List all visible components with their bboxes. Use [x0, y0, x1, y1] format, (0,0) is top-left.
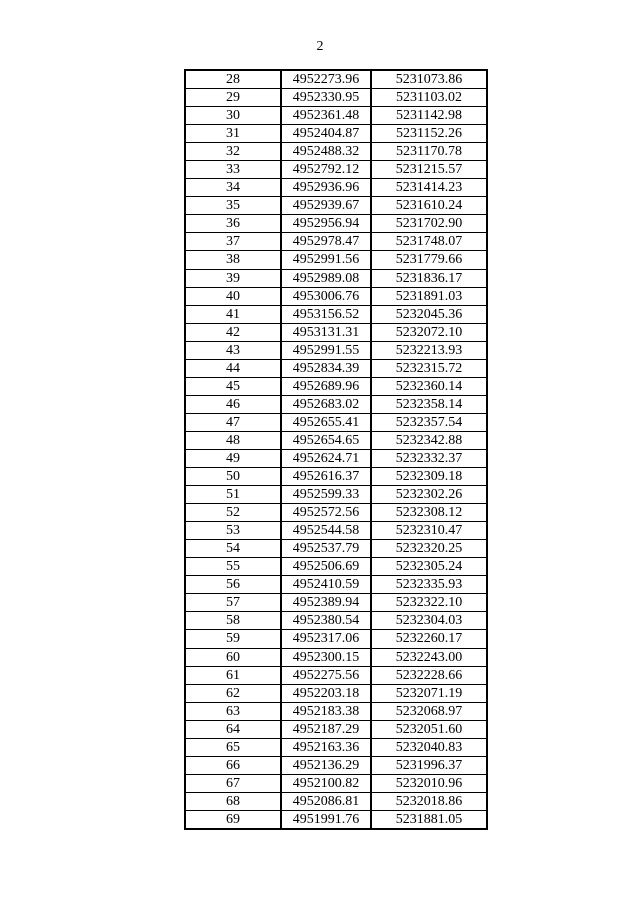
table-row: [185, 630, 487, 648]
point-number-cell: 39: [185, 269, 281, 287]
x-coordinate-cell: 4952380.54: [281, 612, 371, 630]
point-number-cell: 48: [185, 431, 281, 449]
y-coordinate-cell: 5232071.19: [371, 684, 487, 702]
y-coordinate-cell: 5231414.23: [371, 179, 487, 197]
table-row: [185, 197, 487, 215]
table-row: [185, 684, 487, 702]
table-row: [185, 341, 487, 359]
table-row: [185, 468, 487, 486]
table-row: [185, 377, 487, 395]
y-coordinate-cell: 5232358.14: [371, 395, 487, 413]
table-row: [185, 179, 487, 197]
table-row: [185, 125, 487, 143]
point-number-cell: 64: [185, 720, 281, 738]
point-number-cell: 65: [185, 738, 281, 756]
x-coordinate-cell: 4952086.81: [281, 792, 371, 810]
table-row: [185, 359, 487, 377]
table-row: [185, 215, 487, 233]
table-row: [185, 648, 487, 666]
table-row: [185, 287, 487, 305]
x-coordinate-cell: 4952203.18: [281, 684, 371, 702]
y-coordinate-cell: 5231215.57: [371, 161, 487, 179]
x-coordinate-cell: 4952404.87: [281, 125, 371, 143]
x-coordinate-cell: 4952275.56: [281, 666, 371, 684]
x-coordinate-cell: 4952183.38: [281, 702, 371, 720]
x-coordinate-cell: 4952572.56: [281, 504, 371, 522]
point-number-cell: 47: [185, 413, 281, 431]
x-coordinate-cell: 4952991.56: [281, 251, 371, 269]
point-number-cell: 37: [185, 233, 281, 251]
point-number-cell: 33: [185, 161, 281, 179]
table-row: [185, 540, 487, 558]
x-coordinate-cell: 4953006.76: [281, 287, 371, 305]
table-row: [185, 774, 487, 792]
coordinates-table: [184, 69, 488, 830]
point-number-cell: 41: [185, 305, 281, 323]
y-coordinate-cell: 5232010.96: [371, 774, 487, 792]
x-coordinate-cell: 4952187.29: [281, 720, 371, 738]
y-coordinate-cell: 5232360.14: [371, 377, 487, 395]
point-number-cell: 55: [185, 558, 281, 576]
point-number-cell: 61: [185, 666, 281, 684]
x-coordinate-cell: 4952624.71: [281, 449, 371, 467]
x-coordinate-cell: 4952689.96: [281, 377, 371, 395]
table-row: [185, 413, 487, 431]
y-coordinate-cell: 5231142.98: [371, 107, 487, 125]
table-row: [185, 594, 487, 612]
table-row: [185, 504, 487, 522]
point-number-cell: 29: [185, 89, 281, 107]
y-coordinate-cell: 5232309.18: [371, 468, 487, 486]
y-coordinate-cell: 5232302.26: [371, 486, 487, 504]
x-coordinate-cell: 4952410.59: [281, 576, 371, 594]
y-coordinate-cell: 5232072.10: [371, 323, 487, 341]
x-coordinate-cell: 4952100.82: [281, 774, 371, 792]
point-number-cell: 32: [185, 143, 281, 161]
y-coordinate-cell: 5232243.00: [371, 648, 487, 666]
table-row: [185, 251, 487, 269]
y-coordinate-cell: 5231836.17: [371, 269, 487, 287]
x-coordinate-cell: 4952599.33: [281, 486, 371, 504]
table-row: [185, 486, 487, 504]
x-coordinate-cell: 4952792.12: [281, 161, 371, 179]
point-number-cell: 52: [185, 504, 281, 522]
x-coordinate-cell: 4952163.36: [281, 738, 371, 756]
y-coordinate-cell: 5231170.78: [371, 143, 487, 161]
x-coordinate-cell: 4952544.58: [281, 522, 371, 540]
y-coordinate-cell: 5232305.24: [371, 558, 487, 576]
x-coordinate-cell: 4952978.47: [281, 233, 371, 251]
y-coordinate-cell: 5232040.83: [371, 738, 487, 756]
x-coordinate-cell: 4952273.96: [281, 70, 371, 89]
x-coordinate-cell: 4952506.69: [281, 558, 371, 576]
point-number-cell: 54: [185, 540, 281, 558]
point-number-cell: 50: [185, 468, 281, 486]
x-coordinate-cell: 4952939.67: [281, 197, 371, 215]
y-coordinate-cell: 5231891.03: [371, 287, 487, 305]
point-number-cell: 43: [185, 341, 281, 359]
table-row: [185, 269, 487, 287]
point-number-cell: 59: [185, 630, 281, 648]
table-row: [185, 449, 487, 467]
x-coordinate-cell: 4952683.02: [281, 395, 371, 413]
x-coordinate-cell: 4952537.79: [281, 540, 371, 558]
table-row: [185, 738, 487, 756]
y-coordinate-cell: 5232228.66: [371, 666, 487, 684]
point-number-cell: 31: [185, 125, 281, 143]
x-coordinate-cell: 4952616.37: [281, 468, 371, 486]
table-row: [185, 395, 487, 413]
y-coordinate-cell: 5231996.37: [371, 756, 487, 774]
table-row: [185, 161, 487, 179]
point-number-cell: 34: [185, 179, 281, 197]
table-row: [185, 576, 487, 594]
x-coordinate-cell: 4953131.31: [281, 323, 371, 341]
y-coordinate-cell: 5232304.03: [371, 612, 487, 630]
y-coordinate-cell: 5231702.90: [371, 215, 487, 233]
x-coordinate-cell: 4952361.48: [281, 107, 371, 125]
x-coordinate-cell: 4952834.39: [281, 359, 371, 377]
point-number-cell: 30: [185, 107, 281, 125]
x-coordinate-cell: 4952389.94: [281, 594, 371, 612]
table-row: [185, 233, 487, 251]
y-coordinate-cell: 5232045.36: [371, 305, 487, 323]
y-coordinate-cell: 5231610.24: [371, 197, 487, 215]
x-coordinate-cell: 4952136.29: [281, 756, 371, 774]
y-coordinate-cell: 5232260.17: [371, 630, 487, 648]
point-number-cell: 53: [185, 522, 281, 540]
x-coordinate-cell: 4953156.52: [281, 305, 371, 323]
x-coordinate-cell: 4952991.55: [281, 341, 371, 359]
table-row: [185, 792, 487, 810]
table-row: [185, 305, 487, 323]
point-number-cell: 56: [185, 576, 281, 594]
point-number-cell: 63: [185, 702, 281, 720]
x-coordinate-cell: 4952655.41: [281, 413, 371, 431]
table-row: [185, 756, 487, 774]
table-row: [185, 810, 487, 829]
table-row: [185, 107, 487, 125]
table-row: [185, 431, 487, 449]
y-coordinate-cell: 5232213.93: [371, 341, 487, 359]
table-row: [185, 70, 487, 89]
page-number: 2: [316, 39, 324, 54]
point-number-cell: 60: [185, 648, 281, 666]
point-number-cell: 51: [185, 486, 281, 504]
x-coordinate-cell: 4952956.94: [281, 215, 371, 233]
table-row: [185, 89, 487, 107]
point-number-cell: 35: [185, 197, 281, 215]
y-coordinate-cell: 5232322.10: [371, 594, 487, 612]
point-number-cell: 28: [185, 70, 281, 89]
y-coordinate-cell: 5232357.54: [371, 413, 487, 431]
y-coordinate-cell: 5232320.25: [371, 540, 487, 558]
point-number-cell: 44: [185, 359, 281, 377]
point-number-cell: 49: [185, 449, 281, 467]
y-coordinate-cell: 5231748.07: [371, 233, 487, 251]
y-coordinate-cell: 5232068.97: [371, 702, 487, 720]
y-coordinate-cell: 5232018.86: [371, 792, 487, 810]
x-coordinate-cell: 4952330.95: [281, 89, 371, 107]
point-number-cell: 67: [185, 774, 281, 792]
y-coordinate-cell: 5231881.05: [371, 810, 487, 829]
point-number-cell: 57: [185, 594, 281, 612]
x-coordinate-cell: 4951991.76: [281, 810, 371, 829]
point-number-cell: 58: [185, 612, 281, 630]
table-row: [185, 522, 487, 540]
x-coordinate-cell: 4952989.08: [281, 269, 371, 287]
x-coordinate-cell: 4952654.65: [281, 431, 371, 449]
y-coordinate-cell: 5232332.37: [371, 449, 487, 467]
x-coordinate-cell: 4952300.15: [281, 648, 371, 666]
y-coordinate-cell: 5231073.86: [371, 70, 487, 89]
point-number-cell: 45: [185, 377, 281, 395]
y-coordinate-cell: 5232342.88: [371, 431, 487, 449]
y-coordinate-cell: 5232335.93: [371, 576, 487, 594]
y-coordinate-cell: 5232051.60: [371, 720, 487, 738]
point-number-cell: 42: [185, 323, 281, 341]
y-coordinate-cell: 5232315.72: [371, 359, 487, 377]
table-row: [185, 558, 487, 576]
table-row: [185, 666, 487, 684]
point-number-cell: 38: [185, 251, 281, 269]
table-row: [185, 323, 487, 341]
x-coordinate-cell: 4952936.96: [281, 179, 371, 197]
point-number-cell: 69: [185, 810, 281, 829]
x-coordinate-cell: 4952488.32: [281, 143, 371, 161]
point-number-cell: 66: [185, 756, 281, 774]
point-number-cell: 40: [185, 287, 281, 305]
point-number-cell: 36: [185, 215, 281, 233]
table-row: [185, 612, 487, 630]
x-coordinate-cell: 4952317.06: [281, 630, 371, 648]
y-coordinate-cell: 5231779.66: [371, 251, 487, 269]
y-coordinate-cell: 5231103.02: [371, 89, 487, 107]
point-number-cell: 68: [185, 792, 281, 810]
table-row: [185, 702, 487, 720]
point-number-cell: 62: [185, 684, 281, 702]
y-coordinate-cell: 5232308.12: [371, 504, 487, 522]
coordinates-table-body: [185, 70, 487, 829]
table-row: [185, 720, 487, 738]
point-number-cell: 46: [185, 395, 281, 413]
y-coordinate-cell: 5232310.47: [371, 522, 487, 540]
y-coordinate-cell: 5231152.26: [371, 125, 487, 143]
table-row: [185, 143, 487, 161]
